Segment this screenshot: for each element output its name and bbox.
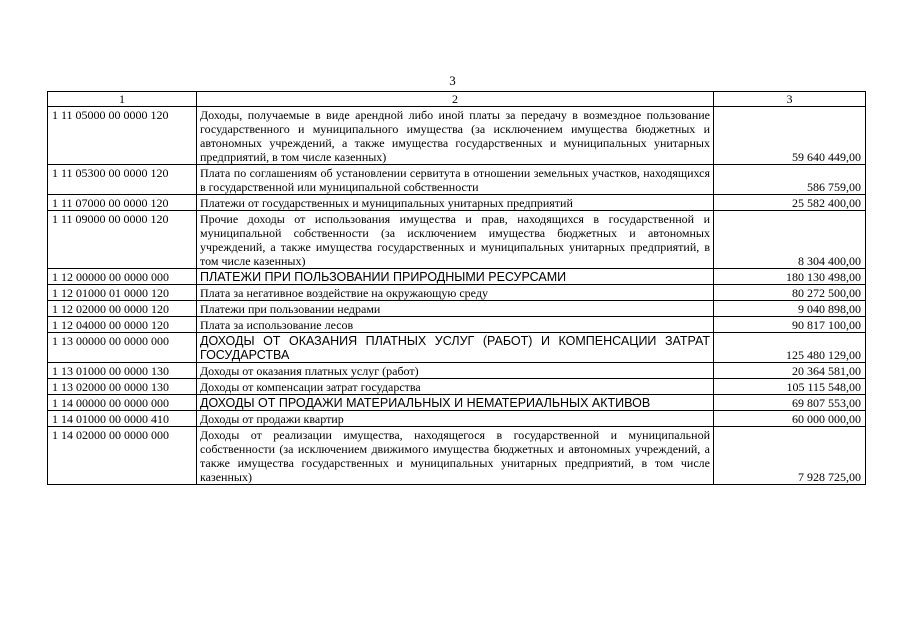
revenue-name: Доходы, получаемые в виде арендной либо иной платы за передачу в возмездное пользование государственного и муниципального имущества (за исключением имущества бюджетных и автономных учреждений, а также имущества государственных и муниципальных унитарных предприятий, в том числе казенных) — [197, 107, 714, 165]
column-header-3: 3 — [714, 92, 866, 107]
budget-code: 1 11 05000 00 0000 120 — [48, 107, 197, 165]
table-row — [48, 363, 866, 379]
table-row — [48, 285, 866, 301]
budget-code: 1 12 04000 00 0000 120 — [48, 317, 197, 333]
revenue-name: Платежи от государственных и муниципальных унитарных предприятий — [197, 195, 714, 211]
budget-code: 1 14 02000 00 0000 000 — [48, 427, 197, 485]
revenue-name: ПЛАТЕЖИ ПРИ ПОЛЬЗОВАНИИ ПРИРОДНЫМИ РЕСУРСАМИ — [197, 269, 714, 285]
amount: 60 000 000,00 — [714, 411, 866, 427]
table-row — [48, 195, 866, 211]
budget-code: 1 13 00000 00 0000 000 — [48, 333, 197, 363]
budget-code: 1 11 09000 00 0000 120 — [48, 211, 197, 269]
revenue-name: Прочие доходы от использования имущества и прав, находящихся в государственной и муниципальной собственности (за исключением имущества бюджетных и автономных учреждений, а также имущества государственных и муниципальных унитарных предприятий, в том числе казенных) — [197, 211, 714, 269]
revenue-table — [47, 91, 866, 485]
page-number: 3 — [449, 73, 456, 88]
revenue-name: ДОХОДЫ ОТ ПРОДАЖИ МАТЕРИАЛЬНЫХ И НЕМАТЕРИАЛЬНЫХ АКТИВОВ — [197, 395, 714, 411]
table-row — [48, 317, 866, 333]
table-row — [48, 333, 866, 363]
budget-code: 1 11 05300 00 0000 120 — [48, 165, 197, 195]
table-row — [48, 269, 866, 285]
amount: 80 272 500,00 — [714, 285, 866, 301]
table-row — [48, 211, 866, 269]
revenue-name: Плата по соглашениям об установлении сервитута в отношении земельных участков, находящихся в государственной или муниципальной собственности — [197, 165, 714, 195]
amount: 90 817 100,00 — [714, 317, 866, 333]
amount: 9 040 898,00 — [714, 301, 866, 317]
budget-code: 1 11 07000 00 0000 120 — [48, 195, 197, 211]
revenue-name: Плата за использование лесов — [197, 317, 714, 333]
budget-code: 1 12 01000 01 0000 120 — [48, 285, 197, 301]
table-row — [48, 107, 866, 165]
amount: 59 640 449,00 — [714, 107, 866, 165]
revenue-name: Доходы от продажи квартир — [197, 411, 714, 427]
revenue-name: Доходы от оказания платных услуг (работ) — [197, 363, 714, 379]
column-header-1: 1 — [48, 92, 197, 107]
revenue-name: Доходы от компенсации затрат государства — [197, 379, 714, 395]
amount: 69 807 553,00 — [714, 395, 866, 411]
amount: 25 582 400,00 — [714, 195, 866, 211]
revenue-name: Платежи при пользовании недрами — [197, 301, 714, 317]
amount: 105 115 548,00 — [714, 379, 866, 395]
budget-code: 1 13 02000 00 0000 130 — [48, 379, 197, 395]
budget-code: 1 14 01000 00 0000 410 — [48, 411, 197, 427]
revenue-name: Плата за негативное воздействие на окружающую среду — [197, 285, 714, 301]
budget-code: 1 13 01000 00 0000 130 — [48, 363, 197, 379]
table-row — [48, 165, 866, 195]
amount: 586 759,00 — [714, 165, 866, 195]
amount: 20 364 581,00 — [714, 363, 866, 379]
revenue-name: ДОХОДЫ ОТ ОКАЗАНИЯ ПЛАТНЫХ УСЛУГ (РАБОТ) И КОМПЕНСАЦИИ ЗАТРАТ ГОСУДАРСТВА — [197, 333, 714, 363]
table-row — [48, 427, 866, 485]
amount: 8 304 400,00 — [714, 211, 866, 269]
table-row — [48, 411, 866, 427]
table-row — [48, 379, 866, 395]
table-row — [48, 395, 866, 411]
budget-code: 1 12 00000 00 0000 000 — [48, 269, 197, 285]
table-row — [48, 301, 866, 317]
budget-code: 1 14 00000 00 0000 000 — [48, 395, 197, 411]
amount: 180 130 498,00 — [714, 269, 866, 285]
column-header-2: 2 — [197, 92, 714, 107]
revenue-name: Доходы от реализации имущества, находящегося в государственной и муниципальной собственности (за исключением движимого имущества бюджетных и автономных учреждений, а также имущества государственных и муниципальных унитарных предприятий, в том числе казенных) — [197, 427, 714, 485]
column-number-row — [48, 92, 866, 107]
amount: 7 928 725,00 — [714, 427, 866, 485]
budget-code: 1 12 02000 00 0000 120 — [48, 301, 197, 317]
amount: 125 480 129,00 — [714, 333, 866, 363]
